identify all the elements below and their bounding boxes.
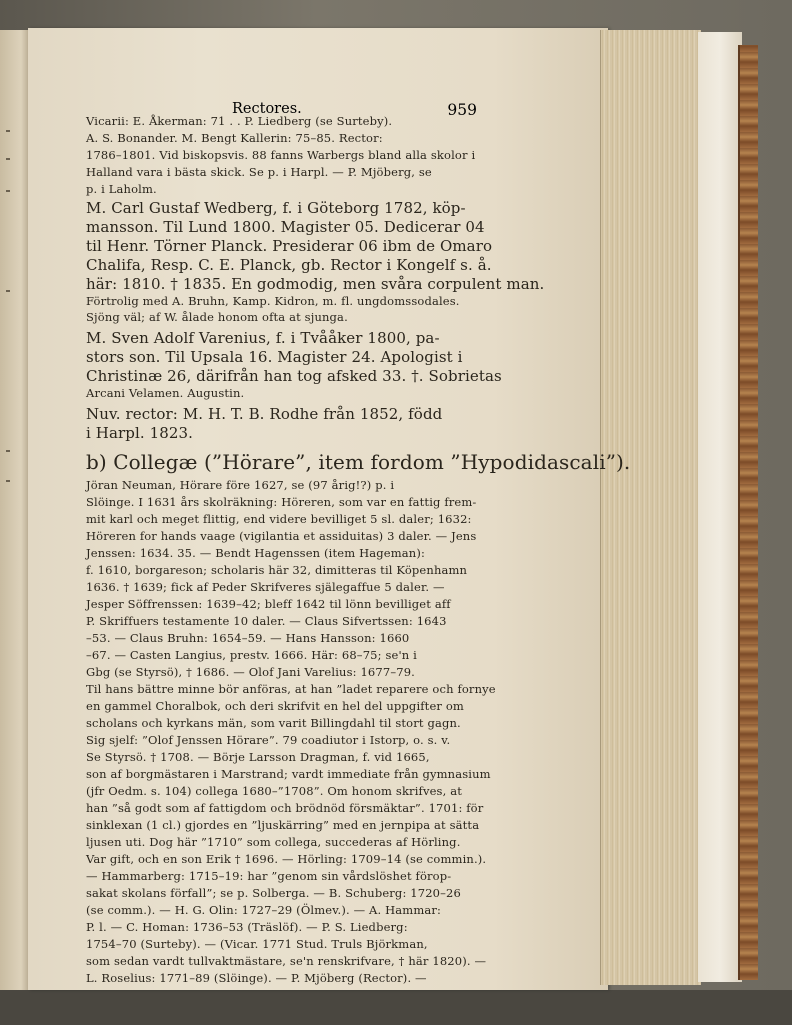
- page-stack: [600, 30, 701, 985]
- text-line: i Harpl. 1823.: [86, 424, 194, 442]
- book-cover-edge: [738, 45, 758, 980]
- text-line: Halland vara i bästa skick. Se p. i Harpl. — P. Mjöberg, se: [86, 165, 432, 179]
- text-line: 1754–70 (Surteby). — (Vicar. 1771 Stud. Truls Björkman,: [86, 937, 428, 951]
- text-line: –67. — Casten Langius, prestv. 1666. Här: 68–75; se'n i: [86, 648, 417, 662]
- text-line: en gammel Choralbok, och deri skrifvit en hel del uppgifter om: [86, 699, 464, 713]
- text-line: Vicarii: E. Åkerman: 71 . . P. Liedberg (se Surteby).: [86, 114, 393, 128]
- text-line: L. Roselius: 1771–89 (Slöinge). — P. Mjöberg (Rector). —: [86, 971, 427, 985]
- text-line: 1636. † 1639; fick af Peder Skrifveres själegaffue 5 daler. —: [86, 580, 445, 594]
- text-line: — Hammarberg: 1715–19: har ”genom sin vårdslöshet förор-: [86, 869, 452, 883]
- text-line: Arcani Velamen. Augustin.: [86, 386, 245, 400]
- text-line: Förtrolig med A. Bruhn, Kamp. Kidron, m. fl. ungdomssodales.: [86, 294, 460, 308]
- text-line: Christinæ 26, därifrån han tog afsked 33. †. Sobrietas: [86, 367, 502, 385]
- text-line: Sjöng väl; af W. ålade honom ofta at sjunga.: [86, 310, 348, 324]
- text-line: Til hans bättre minne bör anföras, at han ”ladet reparere och fornye: [86, 682, 496, 696]
- text-line: Chalifa, Resp. C. E. Planck, gb. Rector i Kongelf s. å.: [86, 256, 492, 274]
- text-line: Jenssen: 1634. 35. — Bendt Hagenssen (item Hageman):: [86, 546, 426, 560]
- text-line: han ”så godt som af fattigdom och brödnöd försmäktar”. 1701: för: [86, 801, 484, 815]
- page-stack-edge: [698, 32, 742, 982]
- running-title: Rectores.: [232, 101, 302, 117]
- text-line: (jfr Oedm. s. 104) collega 1680–”1708”. Om honom skrifves, at: [86, 784, 462, 798]
- text-line: Jesper Söffrenssen: 1639–42; bleff 1642 til lönn bevilliget aff: [86, 597, 451, 611]
- text-line: Nuv. rector: M. H. T. B. Rodhe från 1852, född: [86, 405, 443, 423]
- bottom-shadow: [0, 990, 792, 1025]
- text-line: 1786–1801. Vid biskopsvis. 88 fanns Warbergs bland alla skolor i: [86, 148, 476, 162]
- text-line: M. Carl Gustaf Wedberg, f. i Göteborg 1782, köp-: [86, 199, 466, 217]
- page-number: 959: [447, 101, 477, 119]
- left-page-edge: [0, 30, 31, 990]
- text-line: här: 1810. † 1835. En godmodig, men svåra corpulent man.: [86, 275, 545, 293]
- text-line: Var gift, och en son Erik † 1696. — Hörling: 1709–14 (se commin.).: [86, 852, 487, 866]
- text-line: Gbg (se Styrsö), † 1686. — Olof Jani Varelius: 1677–79.: [86, 665, 415, 679]
- text-line: mansson. Til Lund 1800. Magister 05. Dedicerar 04: [86, 218, 485, 236]
- text-line: sinklexan (1 cl.) gjordes en ”ljuskärring” med en jernpipa at sätta: [86, 818, 480, 832]
- text-line: til Henr. Törner Planck. Presiderar 06 ibm de Omaro: [86, 237, 493, 255]
- text-line: A. S. Bonander. M. Bengt Kallerin: 75–85. Rector:: [86, 131, 383, 145]
- text-line: son af borgmästaren i Marstrand; vardt immediate från gymnasium: [86, 767, 491, 781]
- text-line: som sedan vardt tullvaktmästare, se'n renskrifvare, † här 1820). —: [86, 954, 487, 968]
- text-line: Jöran Neuman, Hörare före 1627, se (97 årig!?) p. i: [86, 478, 395, 492]
- text-line: (se comm.). — H. G. Olin: 1727–29 (Ölmev.). — A. Hammar:: [86, 903, 442, 917]
- text-line: –53. — Claus Bruhn: 1654–59. — Hans Hansson: 1660: [86, 631, 410, 645]
- text-line: scholans och kyrkans män, som varit Billingdahl til stort gagn.: [86, 716, 461, 730]
- text-line: Slöinge. I 1631 års skolräkning: Höreren, som var en fattig frem-: [86, 495, 477, 509]
- text-line: Se Styrsö. † 1708. — Börje Larsson Dragman, f. vid 1665,: [86, 750, 430, 764]
- text-line: M. Sven Adolf Varenius, f. i Tvååker 1800, pa-: [86, 329, 440, 347]
- text-line: ljusen uti. Dog här ”1710” som collega, succederas af Hörling.: [86, 835, 461, 849]
- text-line: sakat skolans förfall”; se p. Solberga. — B. Schuberg: 1720–26: [86, 886, 461, 900]
- text-line: mit karl och meget flittig, end videre bevilliget 5 sl. daler; 1632:: [86, 512, 472, 526]
- text-line: P. l. — C. Homan: 1736–53 (Träslöf). — P. S. Liedberg:: [86, 920, 408, 934]
- text-line: b) Collegæ (”Hörare”, item fordom ”Hypodidascali”).: [86, 450, 631, 474]
- text-line: p. i Laholm.: [86, 182, 157, 196]
- text-line: Höreren for hands vaage (vigilantia et assiduitas) 3 daler. — Jens: [86, 529, 477, 543]
- text-line: Sig sjelf: ”Olof Jenssen Hörare”. 79 coadiutor i Istorp, o. s. v.: [86, 733, 451, 747]
- text-line: stors son. Til Upsala 16. Magister 24. Apologist i: [86, 348, 463, 366]
- text-line: P. Skriffuers testamente 10 daler. — Claus Sifvertssen: 1643: [86, 614, 447, 628]
- text-line: f. 1610, borgareson; scholaris här 32, dimitteras til Köpenhamn: [86, 563, 468, 577]
